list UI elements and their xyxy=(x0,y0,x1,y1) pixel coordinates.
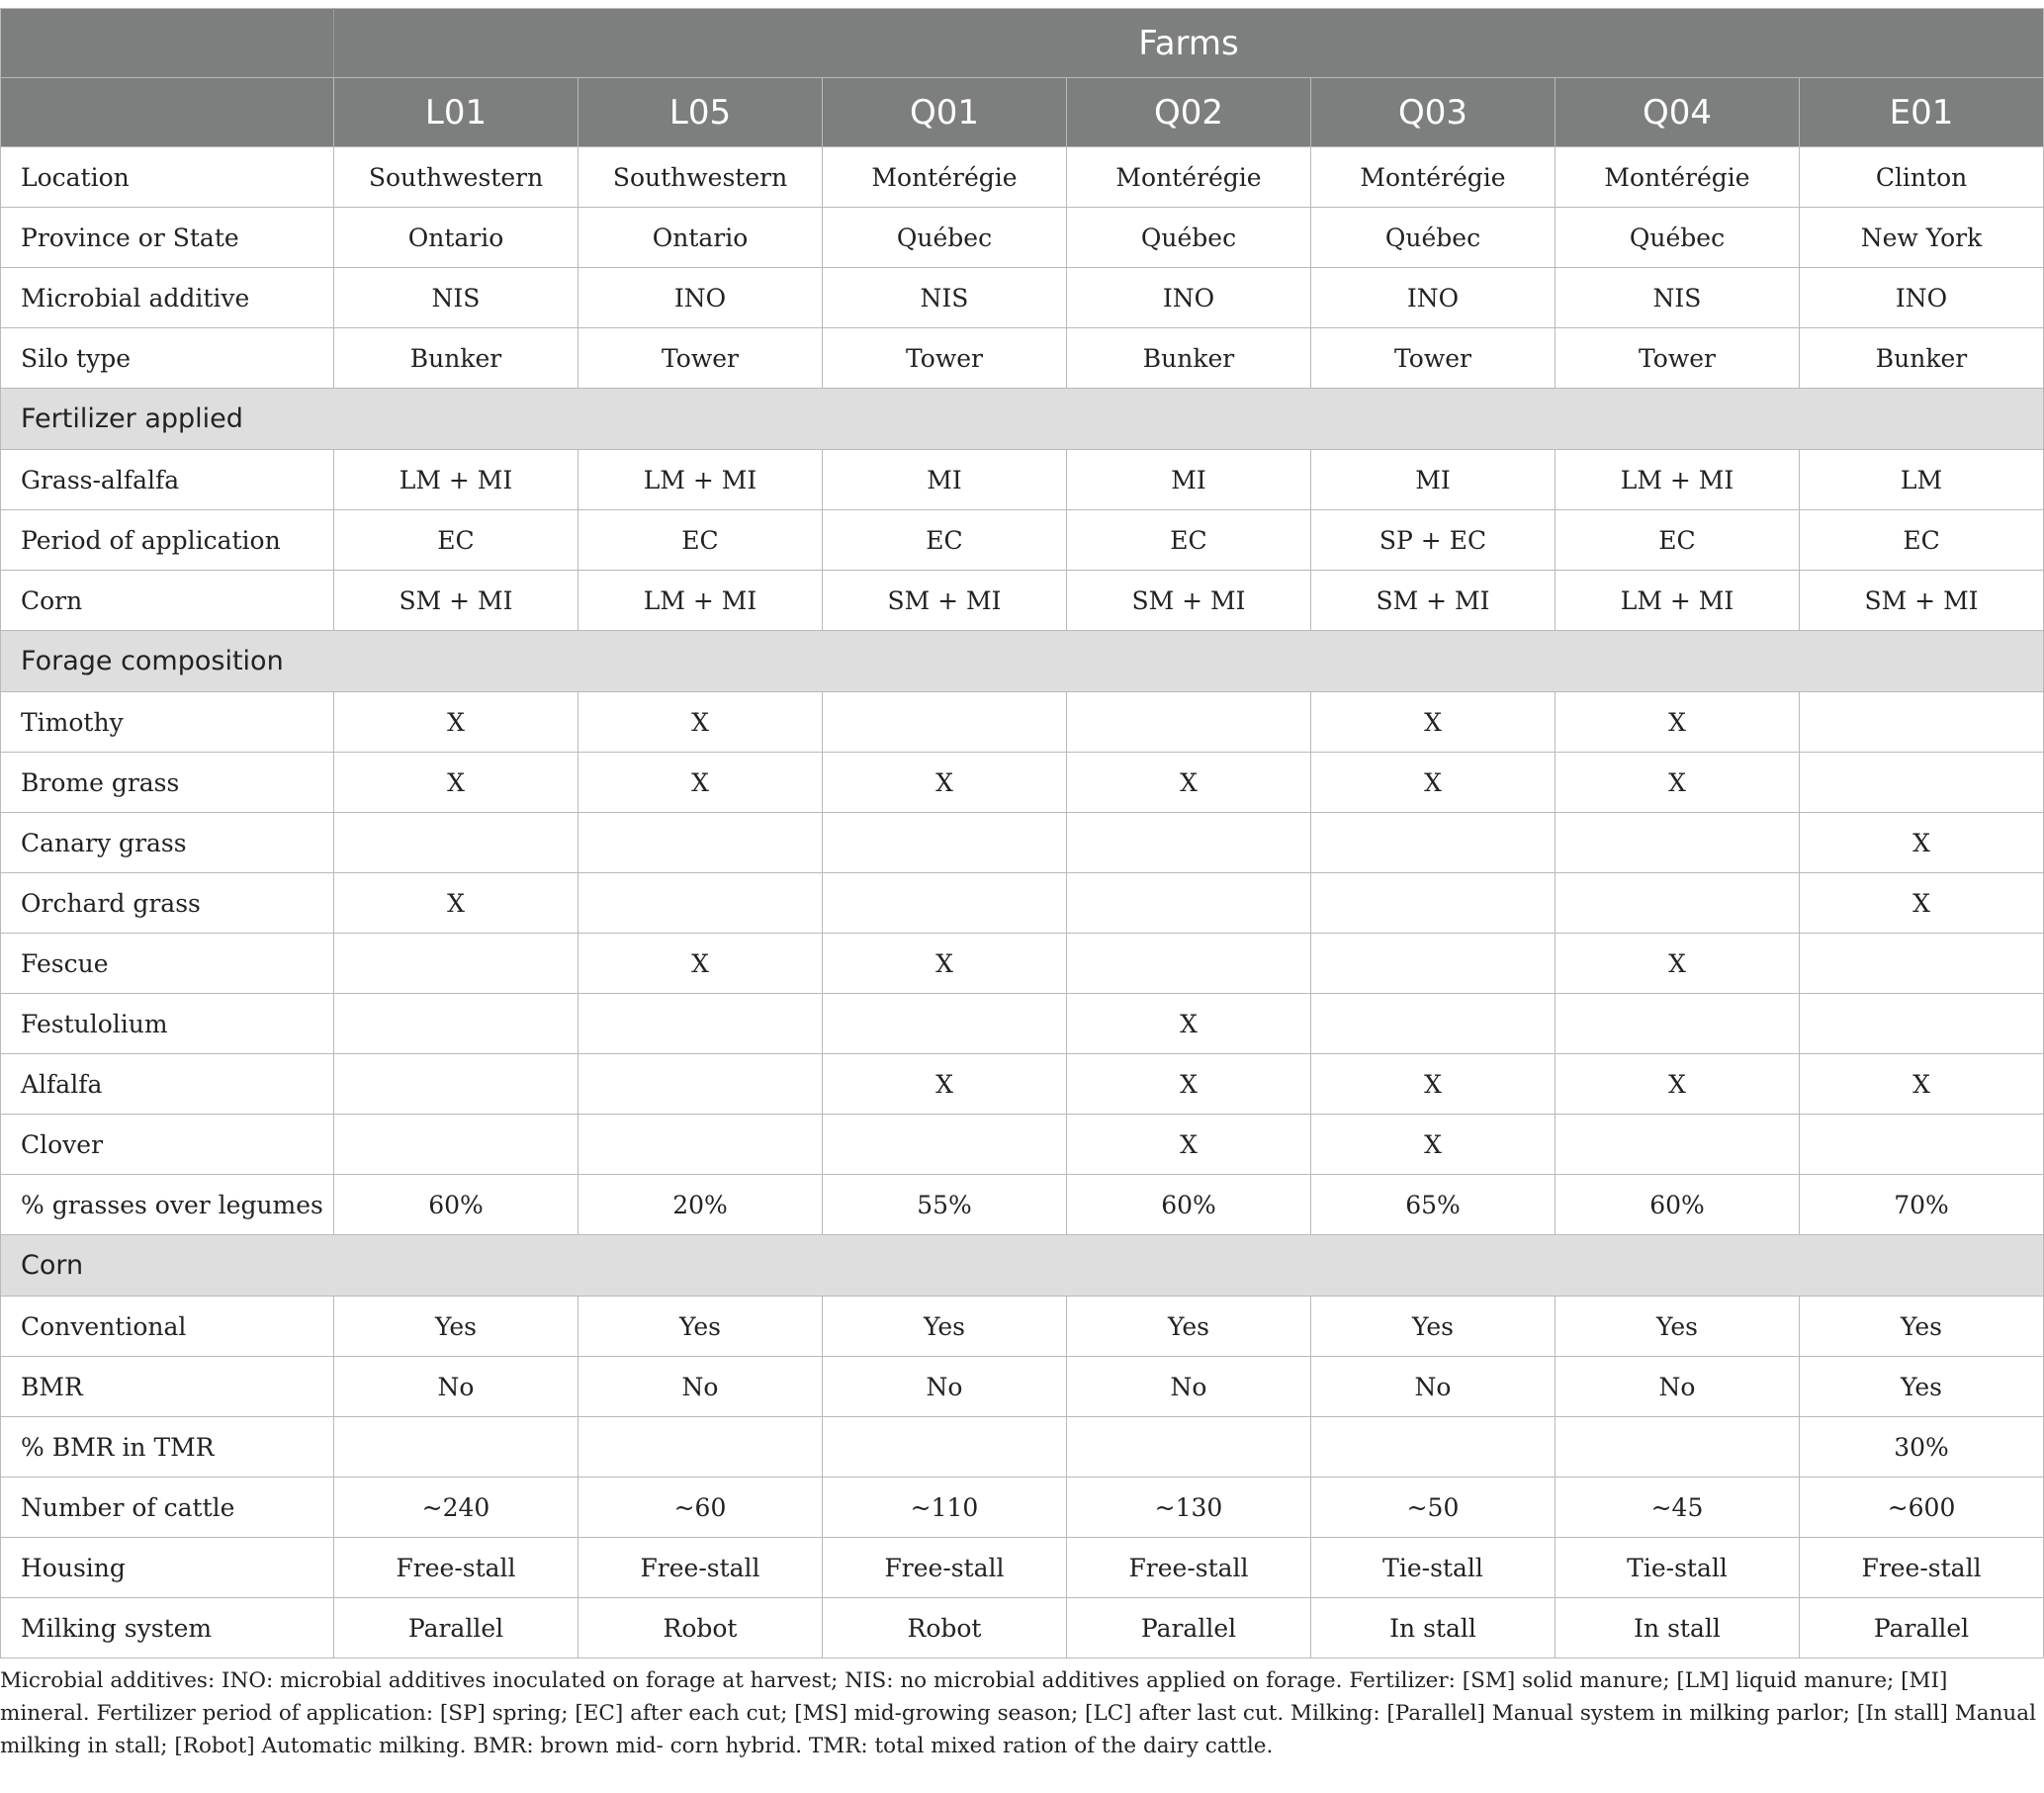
table-cell xyxy=(334,1054,578,1115)
table-cell xyxy=(823,1115,1067,1175)
table-cell xyxy=(1067,692,1311,753)
table-cell: Montérégie xyxy=(1311,147,1555,208)
table-cell: NIS xyxy=(334,268,578,328)
farms-group-header: Farms xyxy=(334,9,2044,78)
farm-header-q01: Q01 xyxy=(823,78,1067,147)
row-label: Period of application xyxy=(1,510,334,571)
table-body xyxy=(1,147,2044,1659)
table-cell xyxy=(823,873,1067,934)
section-label: Fertilizer applied xyxy=(1,389,2044,450)
table-cell: Free-stall xyxy=(578,1538,823,1598)
farm-header-l01: L01 xyxy=(334,78,578,147)
farm-header-q03: Q03 xyxy=(1311,78,1555,147)
table-cell xyxy=(823,692,1067,753)
table-cell: X xyxy=(823,753,1067,813)
table-row xyxy=(1,1054,2044,1115)
table-cell: Tie-stall xyxy=(1555,1538,1800,1598)
farm-header-q04: Q04 xyxy=(1555,78,1800,147)
row-label: Number of cattle xyxy=(1,1478,334,1538)
table-cell: EC xyxy=(1067,510,1311,571)
header-farm-row xyxy=(1,78,2044,147)
table-cell: Tower xyxy=(823,328,1067,389)
table-cell: Yes xyxy=(1311,1297,1555,1357)
row-label: Festulolium xyxy=(1,994,334,1054)
table-cell: Parallel xyxy=(1067,1598,1311,1659)
section-label: Corn xyxy=(1,1235,2044,1297)
table-cell: Québec xyxy=(823,208,1067,268)
table-cell: X xyxy=(1555,1054,1800,1115)
table-cell: X xyxy=(1555,934,1800,994)
table-cell: ~50 xyxy=(1311,1478,1555,1538)
table-cell: SM + MI xyxy=(334,571,578,631)
table-cell: LM xyxy=(1800,450,2044,510)
row-label: Orchard grass xyxy=(1,873,334,934)
table-cell: ~45 xyxy=(1555,1478,1800,1538)
table-cell: Yes xyxy=(1800,1357,2044,1417)
table-cell: 70% xyxy=(1800,1175,2044,1235)
table-cell: Parallel xyxy=(1800,1598,2044,1659)
table-cell: Robot xyxy=(578,1598,823,1659)
table-cell: X xyxy=(1067,753,1311,813)
table-cell: X xyxy=(1800,1054,2044,1115)
table-cell: Montérégie xyxy=(1555,147,1800,208)
table-cell: Montérégie xyxy=(823,147,1067,208)
table-cell: LM + MI xyxy=(1555,450,1800,510)
table-cell: SM + MI xyxy=(1800,571,2044,631)
table-row xyxy=(1,1175,2044,1235)
table-cell xyxy=(578,1054,823,1115)
header-corner-cell xyxy=(1,9,334,78)
table-cell: Yes xyxy=(1800,1297,2044,1357)
table-row xyxy=(1,1598,2044,1659)
table-cell: X xyxy=(1067,1115,1311,1175)
table-cell xyxy=(334,994,578,1054)
table-cell: LM + MI xyxy=(578,450,823,510)
table-cell xyxy=(1311,813,1555,873)
table-cell xyxy=(334,934,578,994)
table-row xyxy=(1,1417,2044,1478)
table-cell xyxy=(1555,994,1800,1054)
table-cell: Tower xyxy=(578,328,823,389)
row-label: % grasses over legumes xyxy=(1,1175,334,1235)
table-cell: MI xyxy=(1311,450,1555,510)
table-cell: X xyxy=(334,873,578,934)
row-label: Canary grass xyxy=(1,813,334,873)
table-cell xyxy=(334,1417,578,1478)
table-cell: X xyxy=(1067,994,1311,1054)
table-cell xyxy=(823,813,1067,873)
table-cell: X xyxy=(334,753,578,813)
table-cell: Tower xyxy=(1555,328,1800,389)
table-cell: Québec xyxy=(1311,208,1555,268)
table-cell: ~600 xyxy=(1800,1478,2044,1538)
table-cell: X xyxy=(1311,1054,1555,1115)
table-cell: Free-stall xyxy=(1067,1538,1311,1598)
table-cell xyxy=(1311,1417,1555,1478)
table-cell xyxy=(578,1115,823,1175)
table-row xyxy=(1,1297,2044,1357)
table-cell: No xyxy=(823,1357,1067,1417)
table-row xyxy=(1,147,2044,208)
table-cell: INO xyxy=(1311,268,1555,328)
table-row xyxy=(1,208,2044,268)
table-cell: Parallel xyxy=(334,1598,578,1659)
table-cell: Ontario xyxy=(578,208,823,268)
table-cell: No xyxy=(578,1357,823,1417)
table-cell: X xyxy=(1311,692,1555,753)
table-cell xyxy=(1311,934,1555,994)
table-cell: Yes xyxy=(334,1297,578,1357)
table-cell: ~60 xyxy=(578,1478,823,1538)
table-cell: EC xyxy=(334,510,578,571)
table-cell: INO xyxy=(1800,268,2044,328)
table-cell: Tower xyxy=(1311,328,1555,389)
table-cell: EC xyxy=(823,510,1067,571)
table-cell: LM + MI xyxy=(334,450,578,510)
table-cell xyxy=(334,1115,578,1175)
table-footnote: Microbial additives: INO: microbial additives inoculated on forage at harvest; NIS: no microbial additives applied on forage. Fertilizer: [SM] solid manure; [LM] liquid manure; [MI] mineral. Fertilizer period of application: [SP] spring; [EC] after each cut; [MS] mid-growing season; [LC] after last cut. Milking: [Parallel] Manual system in milking parlor; [In stall] Manual milking in stall; [Robot] Automatic milking. BMR: brown mid- corn hybrid. TMR: total mixed ration of the dairy cattle. xyxy=(0,1668,2036,1758)
table-cell: X xyxy=(578,934,823,994)
table-cell: 30% xyxy=(1800,1417,2044,1478)
row-label: Province or State xyxy=(1,208,334,268)
table-cell: NIS xyxy=(1555,268,1800,328)
table-row xyxy=(1,328,2044,389)
table-cell: SP + EC xyxy=(1311,510,1555,571)
table-cell: ~240 xyxy=(334,1478,578,1538)
table-cell: 60% xyxy=(334,1175,578,1235)
header-group-row xyxy=(1,9,2044,78)
table-cell: X xyxy=(1555,753,1800,813)
section-label: Forage composition xyxy=(1,631,2044,692)
table-cell: No xyxy=(1067,1357,1311,1417)
table-cell: EC xyxy=(1555,510,1800,571)
table-cell: X xyxy=(1800,813,2044,873)
table-cell xyxy=(578,1417,823,1478)
table-cell: X xyxy=(1555,692,1800,753)
table-cell xyxy=(1067,813,1311,873)
table-cell: X xyxy=(823,1054,1067,1115)
table-cell xyxy=(1800,934,2044,994)
table-row xyxy=(1,268,2044,328)
table-cell: ~110 xyxy=(823,1478,1067,1538)
table-cell xyxy=(578,813,823,873)
table-cell: INO xyxy=(578,268,823,328)
table-cell: MI xyxy=(823,450,1067,510)
table-cell: X xyxy=(578,692,823,753)
table-cell: Montérégie xyxy=(1067,147,1311,208)
table-row xyxy=(1,571,2044,631)
table-cell: Southwestern xyxy=(334,147,578,208)
table-cell xyxy=(823,1417,1067,1478)
row-label: % BMR in TMR xyxy=(1,1417,334,1478)
table-cell xyxy=(1311,994,1555,1054)
table-cell xyxy=(1555,1115,1800,1175)
section-header-row xyxy=(1,631,2044,692)
table-cell xyxy=(578,994,823,1054)
table-cell: EC xyxy=(578,510,823,571)
table-cell xyxy=(1800,994,2044,1054)
section-header-row xyxy=(1,389,2044,450)
row-label: Conventional xyxy=(1,1297,334,1357)
section-header-row xyxy=(1,1235,2044,1297)
table-cell: Québec xyxy=(1067,208,1311,268)
table-cell: Québec xyxy=(1555,208,1800,268)
table-cell xyxy=(1311,873,1555,934)
table-cell: Free-stall xyxy=(1800,1538,2044,1598)
row-label: Grass-alfalfa xyxy=(1,450,334,510)
table-cell: SM + MI xyxy=(1311,571,1555,631)
farm-header-e01: E01 xyxy=(1800,78,2044,147)
table-cell xyxy=(578,873,823,934)
table-cell: 55% xyxy=(823,1175,1067,1235)
table-row xyxy=(1,692,2044,753)
table-row xyxy=(1,934,2044,994)
table-cell xyxy=(1555,813,1800,873)
table-row xyxy=(1,994,2044,1054)
row-label: Corn xyxy=(1,571,334,631)
table-cell: Bunker xyxy=(334,328,578,389)
table-cell: Ontario xyxy=(334,208,578,268)
table-cell: INO xyxy=(1067,268,1311,328)
table-cell xyxy=(1800,692,2044,753)
table-cell: ~130 xyxy=(1067,1478,1311,1538)
row-label: Silo type xyxy=(1,328,334,389)
table-row xyxy=(1,1115,2044,1175)
table-row xyxy=(1,1357,2044,1417)
table-cell: MI xyxy=(1067,450,1311,510)
table-cell xyxy=(334,813,578,873)
table-cell: X xyxy=(1067,1054,1311,1115)
row-label: Brome grass xyxy=(1,753,334,813)
table-cell: In stall xyxy=(1311,1598,1555,1659)
table-cell: X xyxy=(823,934,1067,994)
table-cell xyxy=(1555,873,1800,934)
table-cell xyxy=(1800,1115,2044,1175)
table-cell xyxy=(1555,1417,1800,1478)
table-row xyxy=(1,813,2044,873)
table-cell: New York xyxy=(1800,208,2044,268)
row-label: Housing xyxy=(1,1538,334,1598)
table-cell: No xyxy=(1555,1357,1800,1417)
table-row xyxy=(1,1538,2044,1598)
table-cell: SM + MI xyxy=(1067,571,1311,631)
table-cell: Yes xyxy=(1067,1297,1311,1357)
table-cell: No xyxy=(1311,1357,1555,1417)
table-cell: LM + MI xyxy=(1555,571,1800,631)
table-cell: Southwestern xyxy=(578,147,823,208)
table-row xyxy=(1,753,2044,813)
row-label: Microbial additive xyxy=(1,268,334,328)
table-cell xyxy=(1067,934,1311,994)
table-cell xyxy=(823,994,1067,1054)
table-cell: Yes xyxy=(823,1297,1067,1357)
table-cell: Bunker xyxy=(1067,328,1311,389)
table-cell: X xyxy=(1311,753,1555,813)
table-cell: No xyxy=(334,1357,578,1417)
table-row xyxy=(1,450,2044,510)
table-cell: Yes xyxy=(1555,1297,1800,1357)
table-cell: NIS xyxy=(823,268,1067,328)
table-cell: In stall xyxy=(1555,1598,1800,1659)
table-cell: X xyxy=(1311,1115,1555,1175)
farms-table xyxy=(0,8,2044,1659)
table-row xyxy=(1,873,2044,934)
table-cell: SM + MI xyxy=(823,571,1067,631)
farm-header-q02: Q02 xyxy=(1067,78,1311,147)
header-blank-cell xyxy=(1,78,334,147)
table-cell: LM + MI xyxy=(578,571,823,631)
table-cell: X xyxy=(578,753,823,813)
farm-header-l05: L05 xyxy=(578,78,823,147)
row-label: Fescue xyxy=(1,934,334,994)
table-cell: Yes xyxy=(578,1297,823,1357)
table-cell: Bunker xyxy=(1800,328,2044,389)
row-label: Timothy xyxy=(1,692,334,753)
table-cell: 20% xyxy=(578,1175,823,1235)
table-cell xyxy=(1067,873,1311,934)
row-label: Milking system xyxy=(1,1598,334,1659)
row-label: Clover xyxy=(1,1115,334,1175)
table-cell: Free-stall xyxy=(334,1538,578,1598)
table-cell: Robot xyxy=(823,1598,1067,1659)
table-cell: X xyxy=(334,692,578,753)
table-cell: Tie-stall xyxy=(1311,1538,1555,1598)
table-cell: X xyxy=(1800,873,2044,934)
row-label: BMR xyxy=(1,1357,334,1417)
table-cell: Free-stall xyxy=(823,1538,1067,1598)
table-cell: Clinton xyxy=(1800,147,2044,208)
table-cell: 60% xyxy=(1555,1175,1800,1235)
row-label: Location xyxy=(1,147,334,208)
table-cell xyxy=(1067,1417,1311,1478)
row-label: Alfalfa xyxy=(1,1054,334,1115)
table-cell: 65% xyxy=(1311,1175,1555,1235)
table-row xyxy=(1,1478,2044,1538)
table-row xyxy=(1,510,2044,571)
table-cell: 60% xyxy=(1067,1175,1311,1235)
table-cell: EC xyxy=(1800,510,2044,571)
table-cell xyxy=(1800,753,2044,813)
